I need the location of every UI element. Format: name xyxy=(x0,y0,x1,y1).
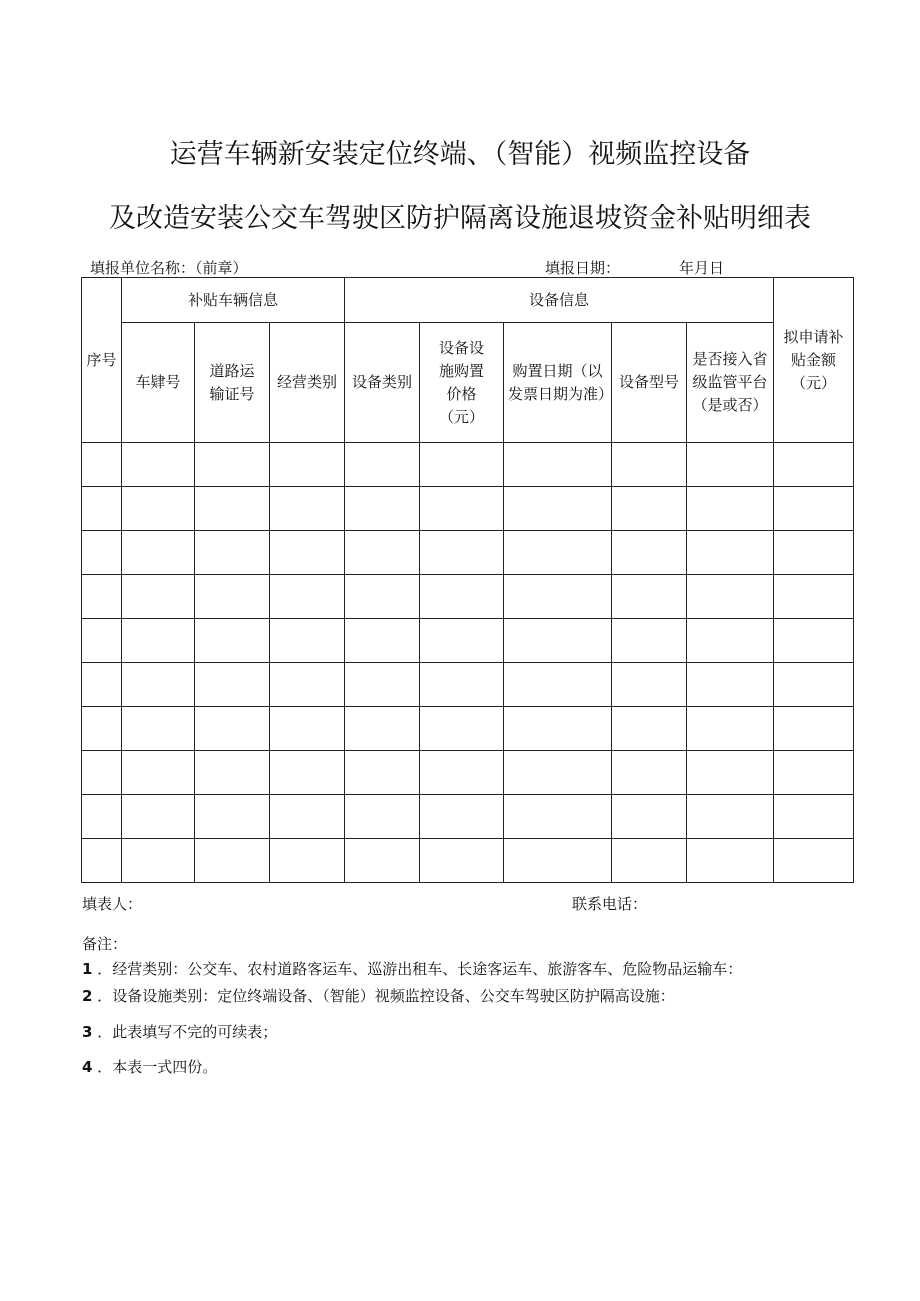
table-cell[interactable] xyxy=(195,575,270,619)
table-cell[interactable] xyxy=(82,751,122,795)
table-cell[interactable] xyxy=(82,839,122,883)
table-row xyxy=(82,575,854,619)
table-cell[interactable] xyxy=(774,619,854,663)
header-device-model: 设备型号 xyxy=(612,323,687,443)
table-cell[interactable] xyxy=(122,443,195,487)
header-platform-connected: 是否接入省级监管平台（是或否） xyxy=(687,323,774,443)
table-cell[interactable] xyxy=(687,531,774,575)
table-cell[interactable] xyxy=(774,575,854,619)
note-text: ．本表一式四份。 xyxy=(97,1058,218,1076)
header-purchase-date: 购置日期（以发票日期为准） xyxy=(504,323,612,443)
note-number: 3 xyxy=(82,1023,93,1041)
table-cell[interactable] xyxy=(612,707,687,751)
table-cell[interactable] xyxy=(504,443,612,487)
table-cell[interactable] xyxy=(270,751,345,795)
table-cell[interactable] xyxy=(270,619,345,663)
table-cell[interactable] xyxy=(122,663,195,707)
header-row-1 xyxy=(82,278,854,323)
table-cell[interactable] xyxy=(195,443,270,487)
table-cell[interactable] xyxy=(420,839,504,883)
table-cell[interactable] xyxy=(345,487,420,531)
table-cell[interactable] xyxy=(504,531,612,575)
table-cell[interactable] xyxy=(774,487,854,531)
table-cell[interactable] xyxy=(82,619,122,663)
note-item-2 xyxy=(82,985,675,1006)
table-cell[interactable] xyxy=(195,619,270,663)
table-row xyxy=(82,751,854,795)
note-text: ．此表填写不完的可续表； xyxy=(97,1023,278,1041)
table-cell[interactable] xyxy=(420,751,504,795)
table-cell[interactable] xyxy=(612,443,687,487)
table-cell[interactable] xyxy=(504,619,612,663)
table-row xyxy=(82,531,854,575)
table-cell[interactable] xyxy=(420,575,504,619)
table-cell[interactable] xyxy=(195,531,270,575)
note-item-3 xyxy=(82,1021,277,1042)
table-cell[interactable] xyxy=(504,663,612,707)
table-cell[interactable] xyxy=(82,707,122,751)
table-cell[interactable] xyxy=(687,443,774,487)
table-cell[interactable] xyxy=(504,795,612,839)
note-text: ．经营类别：公交车、农村道路客运车、巡游出租车、长途客运车、旅游客车、危险物品运输车： xyxy=(97,960,743,978)
table-cell[interactable] xyxy=(504,707,612,751)
table-cell[interactable] xyxy=(195,487,270,531)
document-title-line-2: 及改造安装公交车驾驶区防护隔离设施退坡资金补贴明细表 xyxy=(109,203,811,234)
contact-phone-label: 联系电话： xyxy=(572,895,648,913)
document-title-line-1: 运营车辆新安装定位终端、（智能）视频监控设备 xyxy=(169,139,751,170)
table-cell[interactable] xyxy=(345,443,420,487)
table-cell[interactable] xyxy=(82,795,122,839)
table-cell[interactable] xyxy=(82,487,122,531)
table-cell[interactable] xyxy=(420,663,504,707)
table-cell[interactable] xyxy=(345,619,420,663)
table-cell[interactable] xyxy=(420,531,504,575)
table-cell[interactable] xyxy=(504,839,612,883)
note-number: 1 xyxy=(82,960,93,978)
table-cell[interactable] xyxy=(612,795,687,839)
table-cell[interactable] xyxy=(122,487,195,531)
table-cell[interactable] xyxy=(504,575,612,619)
fill-date-label: 填报日期： xyxy=(545,259,621,277)
table-cell[interactable] xyxy=(195,839,270,883)
table-cell[interactable] xyxy=(195,795,270,839)
header-vehicle-info: 补贴车辆信息 xyxy=(122,278,345,323)
table-cell[interactable] xyxy=(612,487,687,531)
table-cell[interactable] xyxy=(345,575,420,619)
table-cell[interactable] xyxy=(270,795,345,839)
table-row xyxy=(82,839,854,883)
table-cell[interactable] xyxy=(774,531,854,575)
table-cell[interactable] xyxy=(345,751,420,795)
table-cell[interactable] xyxy=(612,619,687,663)
note-text: ．设备设施类别：定位终端设备、（智能）视频监控设备、公交车驾驶区防护隔高设施： xyxy=(97,987,675,1005)
table-cell[interactable] xyxy=(122,619,195,663)
table-cell[interactable] xyxy=(612,575,687,619)
table-row xyxy=(82,707,854,751)
table-cell[interactable] xyxy=(270,575,345,619)
table-row xyxy=(82,663,854,707)
table-cell[interactable] xyxy=(687,619,774,663)
table-cell[interactable] xyxy=(82,575,122,619)
table-cell[interactable] xyxy=(687,795,774,839)
table-cell[interactable] xyxy=(122,575,195,619)
table-cell[interactable] xyxy=(82,443,122,487)
note-number: 2 xyxy=(82,987,93,1005)
unit-name-label: 填报单位名称：（前章） xyxy=(90,259,248,277)
table-cell[interactable] xyxy=(270,663,345,707)
table-row xyxy=(82,619,854,663)
table-cell[interactable] xyxy=(612,751,687,795)
table-cell[interactable] xyxy=(774,443,854,487)
table-cell[interactable] xyxy=(420,443,504,487)
table-cell[interactable] xyxy=(612,839,687,883)
subsidy-detail-table xyxy=(81,277,854,883)
header-seq: 序号 xyxy=(82,278,122,443)
table-cell[interactable] xyxy=(687,839,774,883)
table-cell[interactable] xyxy=(195,751,270,795)
table-cell[interactable] xyxy=(345,663,420,707)
table-cell[interactable] xyxy=(774,795,854,839)
table-cell[interactable] xyxy=(122,707,195,751)
table-cell[interactable] xyxy=(122,839,195,883)
header-device-info: 设备信息 xyxy=(345,278,774,323)
table-cell[interactable] xyxy=(774,751,854,795)
note-number: 4 xyxy=(82,1058,93,1076)
note-item-1 xyxy=(82,958,742,979)
header-row-2 xyxy=(82,323,854,443)
table-cell[interactable] xyxy=(420,795,504,839)
table-cell[interactable] xyxy=(270,487,345,531)
table-row xyxy=(82,487,854,531)
table-cell[interactable] xyxy=(82,531,122,575)
header-plate-number: 车肄号 xyxy=(122,323,195,443)
table-cell[interactable] xyxy=(687,707,774,751)
table-cell[interactable] xyxy=(270,707,345,751)
header-business-type: 经营类别 xyxy=(270,323,345,443)
table-cell[interactable] xyxy=(612,531,687,575)
header-purchase-price: 设备设施购置价格（元） xyxy=(420,323,504,443)
header-device-type: 设备类别 xyxy=(345,323,420,443)
table-cell[interactable] xyxy=(687,663,774,707)
table-cell[interactable] xyxy=(195,707,270,751)
notes-heading: 备注： xyxy=(82,935,128,953)
table-cell[interactable] xyxy=(345,707,420,751)
table-cell[interactable] xyxy=(774,663,854,707)
table-cell[interactable] xyxy=(504,487,612,531)
table-cell[interactable] xyxy=(774,839,854,883)
table-cell[interactable] xyxy=(122,751,195,795)
table-row xyxy=(82,795,854,839)
table-cell[interactable] xyxy=(122,531,195,575)
fill-date-value: 年月日 xyxy=(679,259,725,277)
table-row xyxy=(82,443,854,487)
table-cell[interactable] xyxy=(270,531,345,575)
table-cell[interactable] xyxy=(687,575,774,619)
table-cell[interactable] xyxy=(345,795,420,839)
table-cell[interactable] xyxy=(420,707,504,751)
table-cell[interactable] xyxy=(82,663,122,707)
table-cell[interactable] xyxy=(687,751,774,795)
table-cell[interactable] xyxy=(420,487,504,531)
table-cell[interactable] xyxy=(345,531,420,575)
header-subsidy-amount: 拟申请补贴金额（元） xyxy=(774,278,854,443)
table-cell[interactable] xyxy=(270,443,345,487)
table-cell[interactable] xyxy=(420,619,504,663)
note-item-4 xyxy=(82,1056,217,1077)
table-cell[interactable] xyxy=(612,663,687,707)
table-cell[interactable] xyxy=(195,663,270,707)
table-cell[interactable] xyxy=(122,795,195,839)
header-transport-permit: 道路运输证号 xyxy=(195,323,270,443)
table-cell[interactable] xyxy=(774,707,854,751)
table-cell[interactable] xyxy=(504,751,612,795)
filler-label: 填表人： xyxy=(82,895,143,913)
table-cell[interactable] xyxy=(270,839,345,883)
table-cell[interactable] xyxy=(687,487,774,531)
table-cell[interactable] xyxy=(345,839,420,883)
